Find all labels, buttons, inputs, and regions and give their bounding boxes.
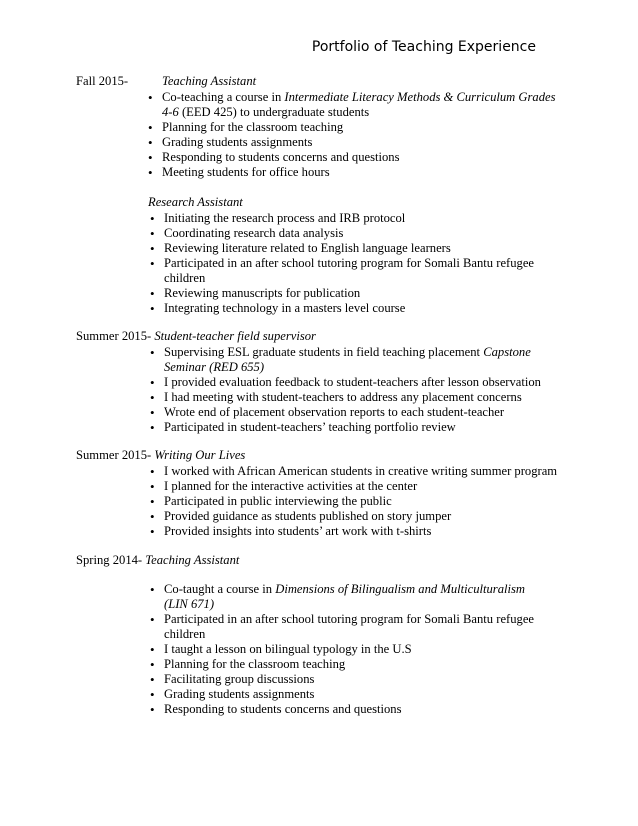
sub-role: Research Assistant [148, 195, 243, 209]
list-item: • Co-taught a course in Dimensions of Bilingualism and Multiculturalism (LIN 671) [150, 582, 550, 612]
list-item: • I planned for the interactive activities at the center [150, 479, 570, 494]
section-role: Teaching Assistant [145, 553, 240, 567]
bullet-list [148, 90, 560, 180]
list-item: • I had meeting with student-teachers to address any placement concerns [150, 390, 550, 405]
page-title: Portfolio of Teaching Experience [311, 39, 536, 55]
bullet-list [150, 582, 550, 717]
list-item: • Integrating technology in a masters level course [150, 301, 550, 316]
section-role: Writing Our Lives [154, 448, 246, 462]
list-item: • Reviewing manuscripts for publication [150, 286, 550, 301]
list-item: • Co-teaching a course in Intermediate Literacy Methods & Curriculum Grades 4-6 (EED 425) to undergraduate students [148, 90, 560, 120]
section-heading [76, 553, 239, 568]
list-item: • Participated in an after school tutoring program for Somali Bantu refugee children [150, 256, 550, 286]
section-heading [76, 448, 245, 463]
list-item: • Coordinating research data analysis [150, 226, 550, 241]
list-item: • Grading students assignments [148, 135, 560, 150]
list-item: • Wrote end of placement observation reports to each student-teacher [150, 405, 550, 420]
list-item: • Meeting students for office hours [148, 165, 560, 180]
list-item: • Planning for the classroom teaching [148, 120, 560, 135]
section-role: Teaching Assistant [162, 74, 257, 88]
section-term: Fall 2015- [76, 74, 129, 88]
list-item: • Planning for the classroom teaching [150, 657, 550, 672]
list-item: • Participated in public interviewing the public [150, 494, 570, 509]
list-item: • Responding to students concerns and questions [148, 150, 560, 165]
section-heading [76, 329, 316, 344]
list-item: • Supervising ESL graduate students in field teaching placement Capstone Seminar (RED 655) [150, 345, 550, 375]
list-item: • Provided guidance as students published on story jumper [150, 509, 570, 524]
section-term: Summer 2015- [76, 329, 155, 343]
section-term: Summer 2015- [76, 448, 155, 462]
list-item: • Provided insights into students’ art work with t-shirts [150, 524, 570, 539]
list-item: • I provided evaluation feedback to student-teachers after lesson observation [150, 375, 550, 390]
bullet-list [150, 345, 550, 435]
list-item: • Reviewing literature related to English language learners [150, 241, 550, 256]
list-item: • Initiating the research process and IRB protocol [150, 211, 550, 226]
list-item: • I taught a lesson on bilingual typology in the U.S [150, 642, 550, 657]
list-item: • Grading students assignments [150, 687, 550, 702]
section-term: Spring 2014- [76, 553, 146, 567]
list-item: • Participated in an after school tutoring program for Somali Bantu refugee children [150, 612, 550, 642]
list-item: • I worked with African American students in creative writing summer program [150, 464, 570, 479]
bullet-list [150, 211, 550, 316]
bullet-list [150, 464, 570, 539]
list-item: • Responding to students concerns and questions [150, 702, 550, 717]
list-item: • Facilitating group discussions [150, 672, 550, 687]
list-item: • Participated in student-teachers’ teaching portfolio review [150, 420, 550, 435]
section-role: Student-teacher field supervisor [154, 329, 316, 343]
